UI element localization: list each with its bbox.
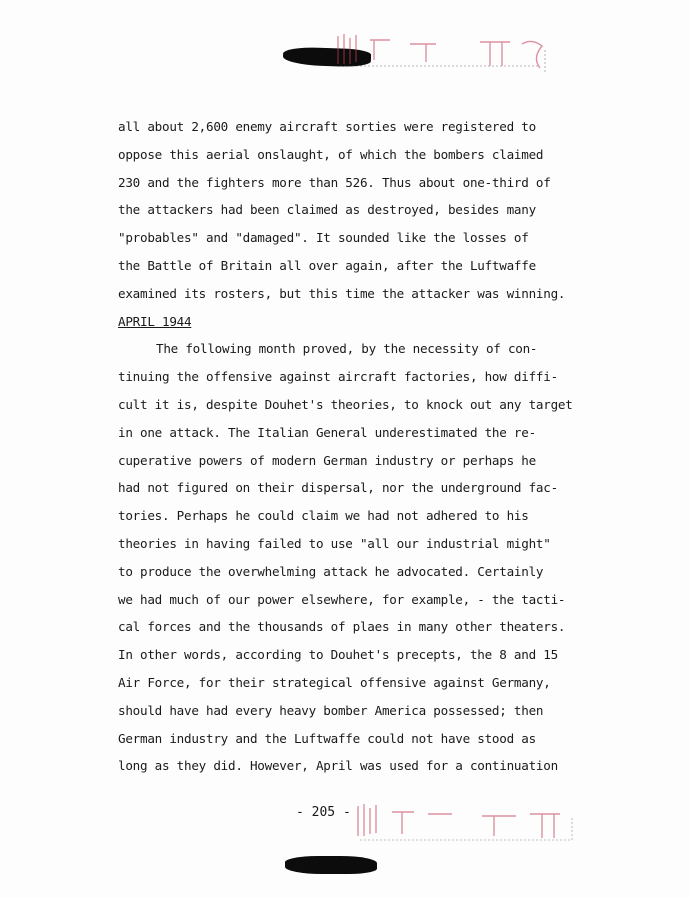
section-heading: APRIL 1944 xyxy=(118,313,192,329)
text-line: The following month proved, by the necessity of con- xyxy=(156,341,538,357)
text-line: had not figured on their dispersal, nor the underground fac- xyxy=(118,480,558,496)
text-line: examined its rosters, but this time the attacker was winning. xyxy=(118,285,566,301)
text-line: 230 and the fighters more than 526. Thus about one-third of xyxy=(118,174,551,190)
text-line: In other words, according to Douhet's precepts, the 8 and 15 xyxy=(118,647,558,663)
text-line: we had much of our power elsewhere, for example, - the tacti- xyxy=(118,591,566,607)
text-line: German industry and the Luftwaffe could not have stood as xyxy=(118,730,536,746)
text-line: in one attack. The Italian General underestimated the re- xyxy=(118,424,536,440)
text-line: should have had every heavy bomber America possessed; then xyxy=(118,702,544,718)
text-line: all about 2,600 enemy aircraft sorties were registered to xyxy=(118,119,536,134)
text-line: tinuing the offensive against aircraft factories, how diffi- xyxy=(118,369,558,385)
redaction-bar-bottom xyxy=(285,856,377,874)
page-number: - 205 - xyxy=(296,805,351,820)
classification-stamp-bottom xyxy=(352,800,582,846)
text-line: long as they did. However, April was used for a continuation xyxy=(118,758,558,774)
text-line: tories. Perhaps he could claim we had not adhered to his xyxy=(118,508,529,524)
text-line: the Battle of Britain all over again, after the Luftwaffe xyxy=(118,257,536,273)
text-line: cult it is, despite Douhet's theories, to knock out any target xyxy=(118,396,573,412)
text-line: the attackers had been claimed as destroyed, besides many xyxy=(118,202,536,218)
text-line: cuperative powers of modern German industry or perhaps he xyxy=(118,452,536,468)
text-line: "probables" and "damaged". It sounded like the losses of xyxy=(118,230,529,246)
text-line: cal forces and the thousands of plaes in many other theaters. xyxy=(118,619,566,635)
text-line: oppose this aerial onslaught, of which the bombers claimed xyxy=(118,146,544,162)
text-line: to produce the overwhelming attack he advocated. Certainly xyxy=(118,563,544,579)
body-text xyxy=(118,113,573,780)
text-line: Air Force, for their strategical offensive against Germany, xyxy=(118,674,551,690)
text-line: theories in having failed to use "all our industrial might" xyxy=(118,535,551,551)
classification-stamp-top xyxy=(330,30,560,76)
